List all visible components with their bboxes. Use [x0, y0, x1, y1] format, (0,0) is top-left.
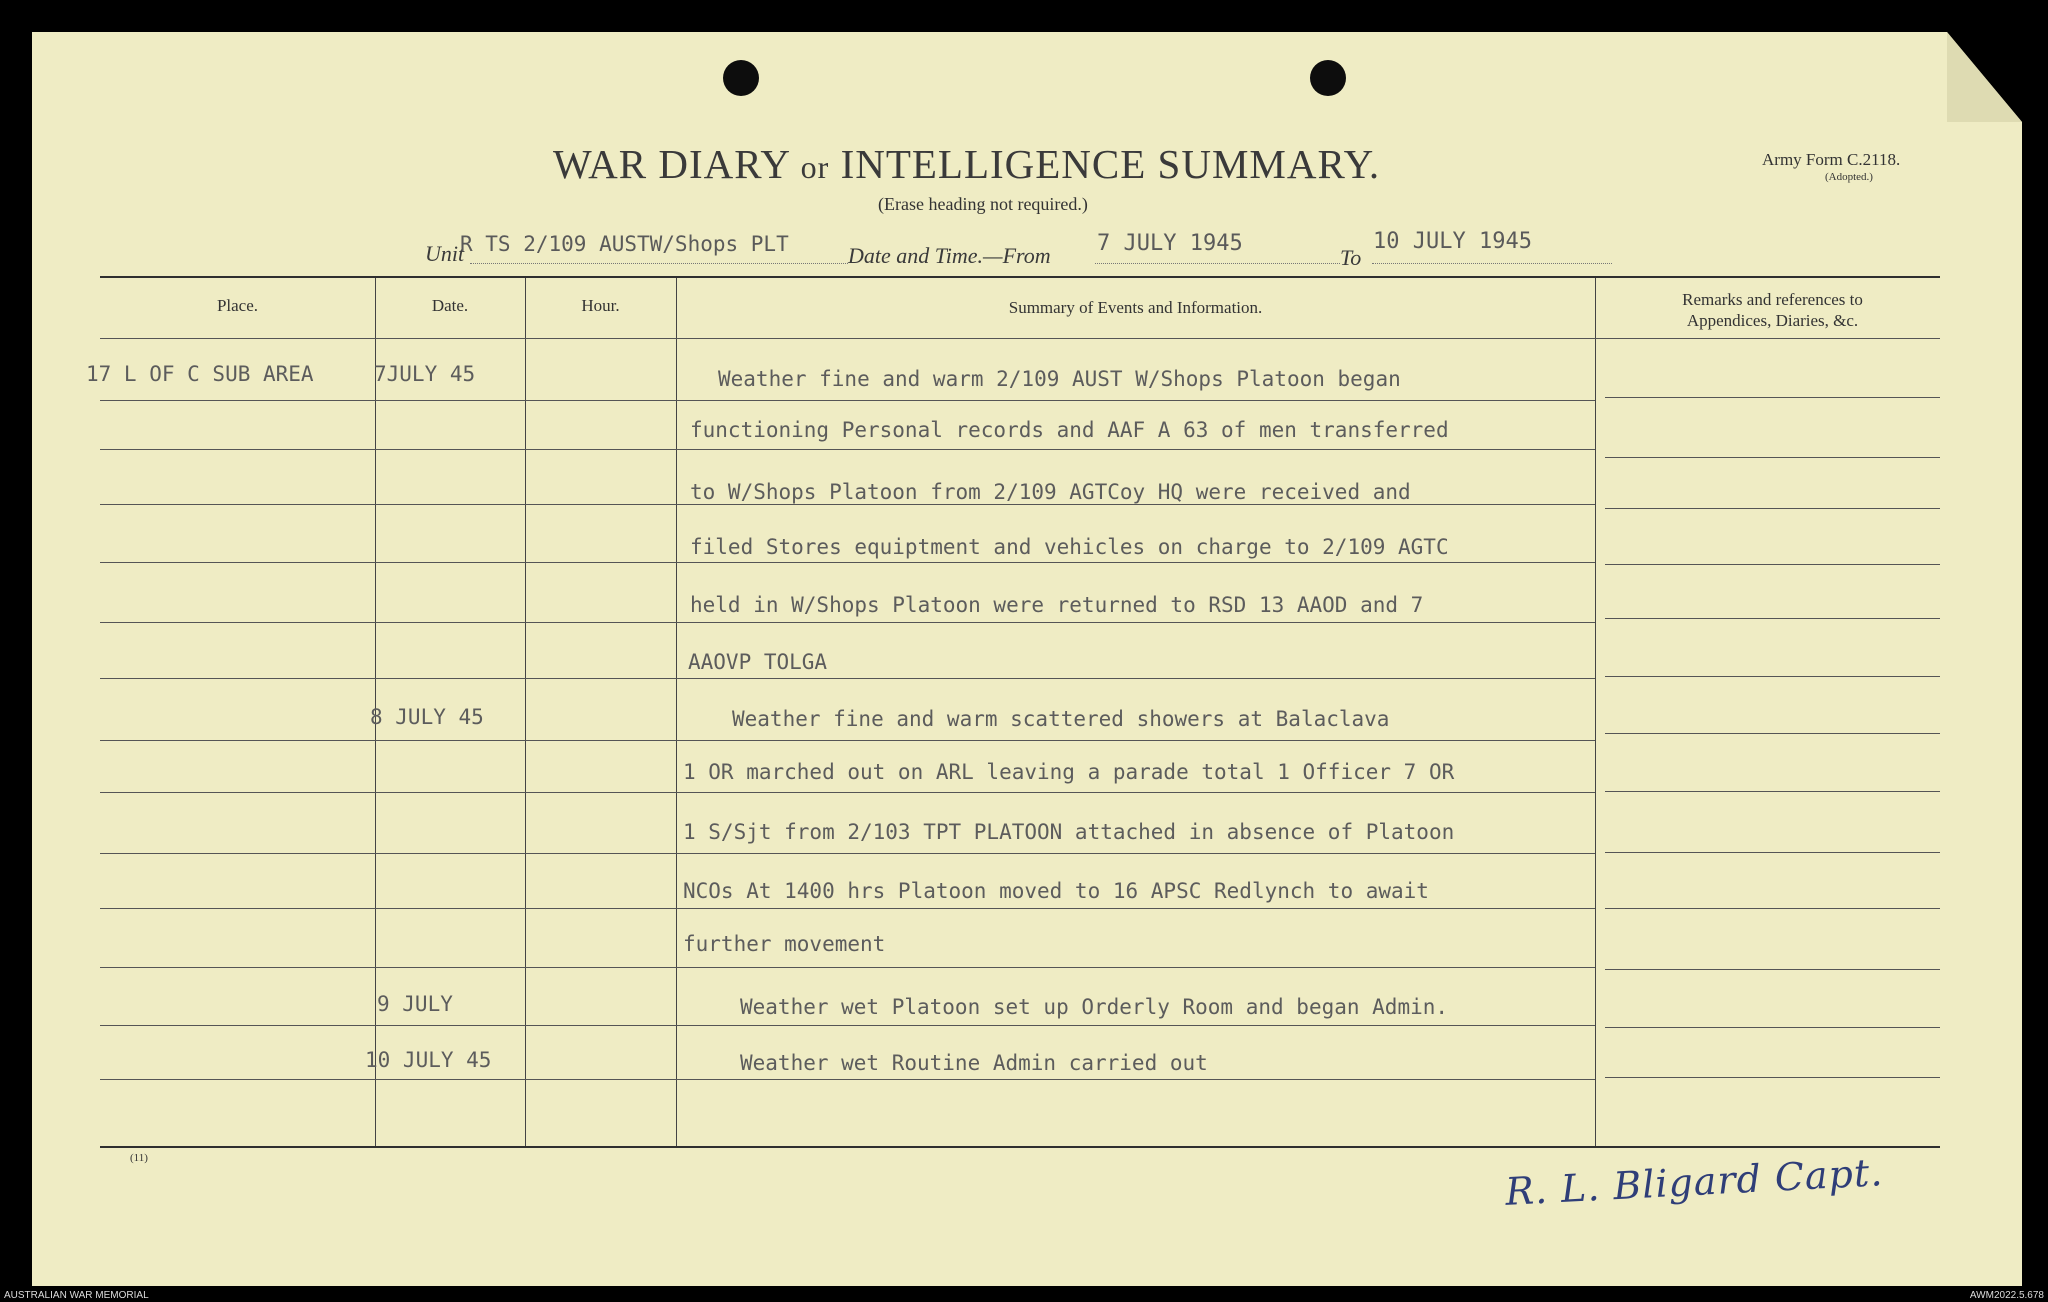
row-rule: [100, 449, 1595, 450]
form-subtitle: (Erase heading not required.): [878, 194, 1088, 214]
row-rule: [100, 504, 1595, 505]
army-form-adopted: (Adopted.): [1825, 171, 1873, 183]
place-column-header: Place.: [216, 296, 259, 315]
remarks-row-rule: [1605, 733, 1940, 734]
summary-line: Weather fine and warm scattered showers at Balaclava: [732, 707, 1390, 731]
to-label: To: [1340, 245, 1362, 270]
footer-archive-name: AUSTRALIAN WAR MEMORIAL: [4, 1290, 149, 1301]
summary-column-header: Summary of Events and Information.: [1008, 298, 1263, 317]
summary-line: AAOVP TOLGA: [688, 650, 828, 674]
row-rule: [100, 1079, 1595, 1080]
punch-hole-left: [723, 60, 759, 96]
place-cell: 17 L OF C SUB AREA: [86, 362, 314, 386]
date-from: 7 JULY 1945: [1097, 231, 1243, 256]
remarks-row-rule: [1605, 1027, 1940, 1028]
summary-line: held in W/Shops Platoon were returned to RSD 13 AAOD and 7: [690, 593, 1424, 617]
form-print-number: (11): [130, 1152, 148, 1164]
remarks-row-rule: [1605, 508, 1940, 509]
hour-column-header: Hour.: [581, 296, 620, 315]
date-column-divider: [525, 278, 526, 1146]
header-row-rule: [100, 338, 1940, 339]
summary-column-divider: [1595, 278, 1596, 1146]
row-rule: [100, 1025, 1595, 1026]
row-rule: [100, 400, 1595, 401]
summary-line: filed Stores equiptment and vehicles on charge to 2/109 AGTC: [690, 535, 1449, 559]
summary-line: Weather fine and warm 2/109 AUST W/Shops Platoon began: [718, 367, 1401, 391]
army-form-number: Army Form C.2118.: [1762, 150, 1901, 169]
date-column-header: Date.: [431, 296, 469, 315]
summary-line: Weather wet Routine Admin carried out: [740, 1051, 1208, 1075]
remarks-column-header-line2: Appendices, Diaries, &c.: [1686, 311, 1859, 330]
remarks-row-rule: [1605, 908, 1940, 909]
remarks-row-rule: [1605, 1077, 1940, 1078]
summary-line: 1 OR marched out on ARL leaving a parade total 1 Officer 7 OR: [683, 760, 1455, 784]
row-rule: [100, 622, 1595, 623]
summary-line: functioning Personal records and AAF A 63 of men transferred: [690, 418, 1449, 442]
date-to: 10 JULY 1945: [1373, 229, 1532, 254]
remarks-row-rule: [1605, 676, 1940, 677]
from-dotted-line: [1095, 263, 1340, 264]
date-label: Date and Time.—From: [848, 243, 1051, 268]
unit-value: R TS 2/109 AUSTW/Shops PLT: [460, 232, 789, 256]
remarks-row-rule: [1605, 618, 1940, 619]
date-cell: 9 JULY: [377, 992, 453, 1016]
summary-line: further movement: [683, 932, 886, 956]
remarks-row-rule: [1605, 397, 1940, 398]
form-title: WAR DIARY or INTELLIGENCE SUMMARY.: [553, 141, 1381, 187]
diary-sheet: [32, 32, 2022, 1286]
folded-corner: [1947, 32, 2022, 122]
row-rule: [100, 678, 1595, 679]
date-cell: 7JULY 45: [374, 362, 476, 386]
row-rule: [100, 853, 1595, 854]
punch-hole-right: [1310, 60, 1346, 96]
remarks-row-rule: [1605, 791, 1940, 792]
date-cell: 8 JULY 45: [370, 705, 484, 729]
footer-accession-number: AWM2022.5.678: [1969, 1290, 2044, 1301]
row-rule: [100, 740, 1595, 741]
table-bottom-rule: [100, 1146, 1940, 1148]
remarks-row-rule: [1605, 564, 1940, 565]
row-rule: [100, 792, 1595, 793]
summary-line: to W/Shops Platoon from 2/109 AGTCoy HQ were received and: [690, 480, 1411, 504]
date-cell: 10 JULY 45: [365, 1048, 492, 1072]
signature: R. L. Bligard Capt.: [1504, 1150, 1885, 1214]
summary-line: NCOs At 1400 hrs Platoon moved to 16 APSC Redlynch to await: [683, 879, 1429, 903]
table-top-rule: [100, 276, 1940, 278]
row-rule: [100, 967, 1595, 968]
unit-dotted-line: [470, 263, 848, 264]
summary-line: 1 S/Sjt from 2/103 TPT PLATOON attached in absence of Platoon: [683, 820, 1455, 844]
hour-column-divider: [676, 278, 677, 1146]
to-dotted-line: [1372, 263, 1612, 264]
unit-label: Unit: [425, 241, 465, 266]
remarks-row-rule: [1605, 969, 1940, 970]
row-rule: [100, 562, 1595, 563]
row-rule: [100, 908, 1595, 909]
remarks-column-header-line1: Remarks and references to: [1682, 290, 1863, 309]
summary-line: Weather wet Platoon set up Orderly Room and began Admin.: [740, 995, 1449, 1019]
remarks-row-rule: [1605, 457, 1940, 458]
remarks-row-rule: [1605, 852, 1940, 853]
